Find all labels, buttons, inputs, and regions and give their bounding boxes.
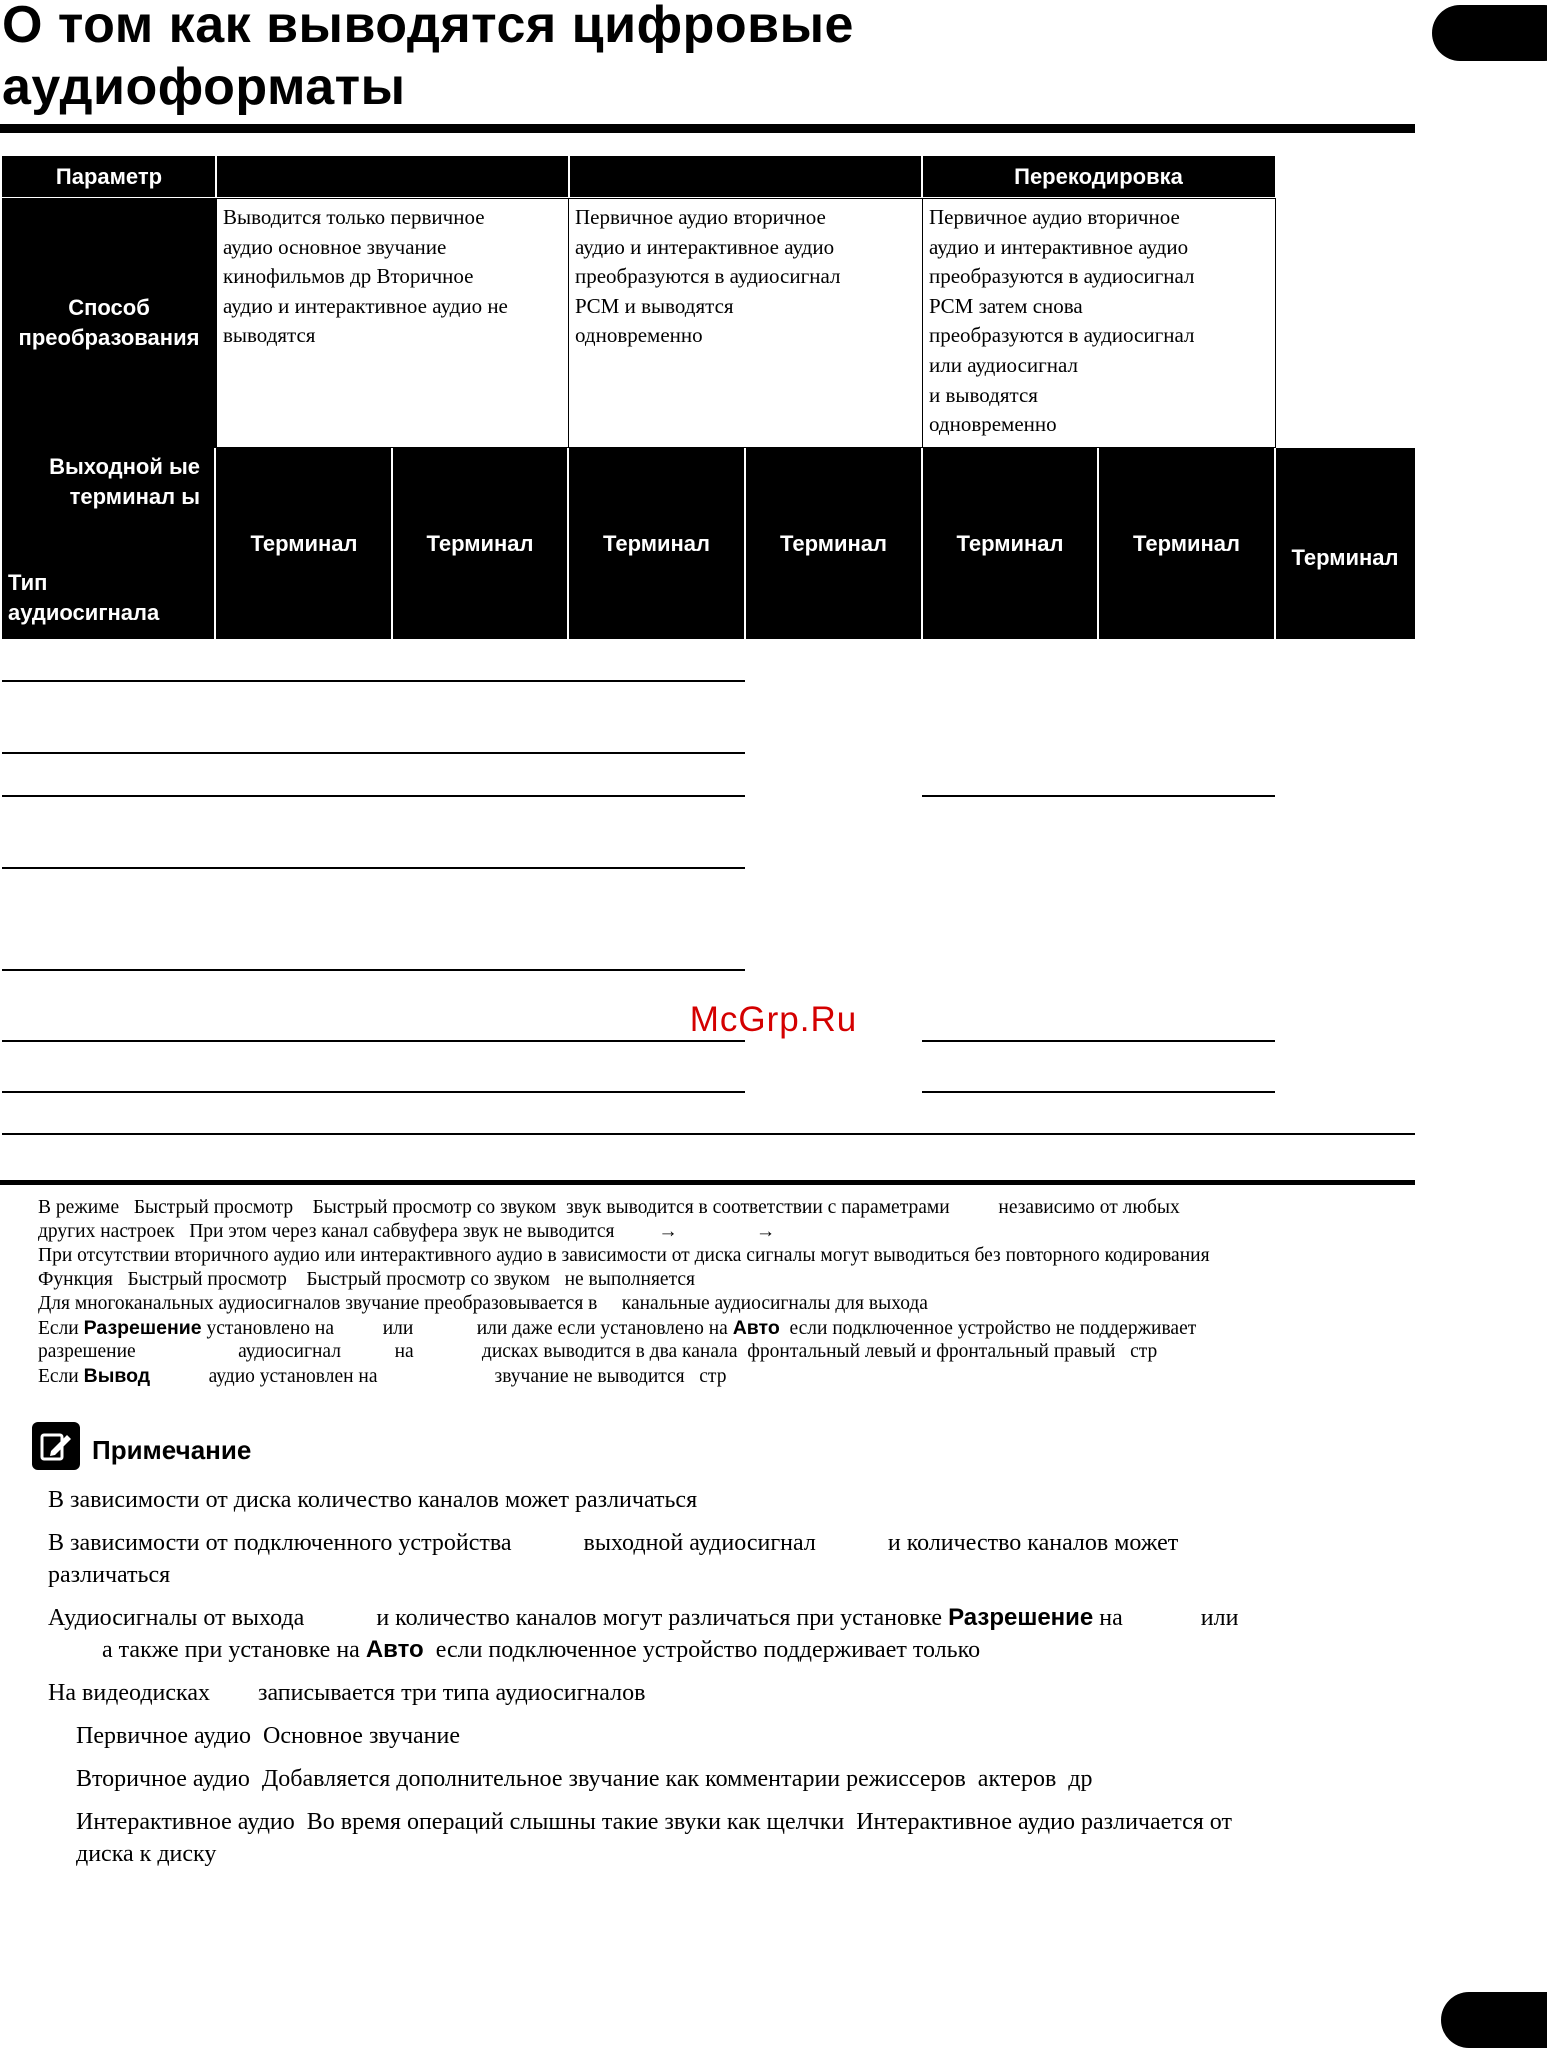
header-divider [215, 156, 217, 198]
row-line [2, 1133, 1415, 1135]
note-keyword: Авто [365, 1636, 424, 1663]
terminal-7: Терминал [1275, 448, 1415, 639]
note-item: На видеодисках записывается три типа аудиосигналов [48, 1680, 646, 1706]
terminal-divider [391, 448, 393, 639]
header-divider [568, 156, 570, 198]
note-pencil-icon [32, 1422, 80, 1470]
footnote-text: установлено на или или даже если установлено на [201, 1318, 733, 1339]
footnote-text: аудио установлен на звучание не выводится стр [150, 1366, 727, 1387]
note-subitem: Вторичное аудио Добавляется дополнительное звучание как комментарии режиссеров актеров др [76, 1766, 1093, 1792]
footnote-line [38, 1364, 726, 1390]
method-label [2, 198, 216, 448]
col-header-2 [568, 156, 922, 198]
row-line [2, 969, 745, 971]
terminal-divider [921, 448, 923, 639]
terminal-divider [744, 448, 746, 639]
footnote-keyword: Авто [732, 1317, 780, 1339]
terminal-3: Терминал [568, 448, 745, 639]
footnote-line: разрешение аудиосигнал на дисках выводится в два канала фронтальный левый и фронтальный правый стр [38, 1341, 1158, 1362]
footnote-line: Функция Быстрый просмотр Быстрый просмотр со звуком не выполняется [38, 1269, 695, 1290]
note-item: В зависимости от диска количество каналов может различаться [48, 1487, 698, 1513]
note-text: если подключенное устройство поддерживает только [423, 1637, 981, 1663]
note-text: Аудиосигналы от выхода и количество каналов могут различаться при установке [48, 1605, 949, 1631]
row-line [2, 867, 745, 869]
footnote-line: Для многоканальных аудиосигналов звучание преобразовывается в канальные аудиосигналы для выхода [38, 1293, 928, 1314]
row-line [922, 1040, 1275, 1042]
watermark: McGrp.Ru [689, 1000, 858, 1039]
footnote-line: других настроек При этом через канал сабвуфера звук не выводится → → [38, 1221, 776, 1242]
terminal-5: Терминал [922, 448, 1098, 639]
note-title: Примечание [92, 1435, 252, 1465]
note-keyword: Разрешение [948, 1604, 1094, 1631]
row-line [2, 680, 745, 682]
row-line [2, 1091, 745, 1093]
page-title-line-1: О том как выводятся цифровые [2, 0, 854, 54]
method-cell-pcm: Первичное аудио вторичное аудио и интерактивное аудио преобразуются в аудиосигнал PCM и выводятся одновременно [568, 198, 923, 448]
terminal-2: Терминал [392, 448, 568, 639]
terminal-divider [214, 448, 216, 639]
output-label-line-2: терминал ы [69, 484, 200, 509]
footnote-text: Если [38, 1366, 84, 1387]
terminal-divider [567, 448, 569, 639]
row-line [2, 1040, 745, 1042]
page-tab-bottom [1441, 1992, 1547, 2048]
footnote-text: Если [38, 1318, 84, 1339]
col-header-transcode: Перекодировка [922, 156, 1275, 198]
note-item [48, 1634, 980, 1666]
method-cell-primary-only: Выводится только первичное аудио основное звучание кинофильмов др Вторичное аудио и интерактивное аудио не выводятся [216, 198, 569, 448]
terminal-6: Терминал [1098, 448, 1275, 639]
output-label-line-1: Выходной ые [49, 454, 200, 479]
terminal-divider [1097, 448, 1099, 639]
header-divider [921, 156, 923, 198]
footnote-keyword: Разрешение [83, 1317, 202, 1339]
note-item [48, 1602, 1238, 1634]
note-item: В зависимости от подключенного устройства выходной аудиосигнал и количество каналов может [48, 1530, 1179, 1556]
footnote-keyword: Вывод [83, 1365, 151, 1387]
col-header-1 [216, 156, 568, 198]
page-title [2, 0, 1102, 118]
note-text: на или [1093, 1605, 1239, 1631]
terminal-4: Терминал [745, 448, 922, 639]
note-subitem: диска к диску [76, 1841, 217, 1867]
row-line [922, 795, 1275, 797]
note-text: а также при установке на [48, 1637, 366, 1663]
footnote-line: В режиме Быстрый просмотр Быстрый просмотр со звуком звук выводится в соответствии с параметрами независимо от любых [38, 1197, 1180, 1218]
table-bottom-rule [0, 1180, 1415, 1185]
note-item: различаться [48, 1562, 171, 1588]
footnote-text: если подключенное устройство не поддерживает [779, 1318, 1197, 1339]
terminal-divider [1274, 448, 1276, 639]
signal-label-line-1: Тип [8, 570, 48, 595]
terminal-1: Терминал [216, 448, 392, 639]
param-header: Параметр [2, 156, 216, 198]
row-line [922, 1091, 1275, 1093]
title-rule [0, 124, 1415, 133]
method-label-line-1: Способ [68, 295, 150, 320]
note-subitem: Первичное аудио Основное звучание [76, 1723, 460, 1749]
row-line [2, 752, 745, 754]
note-subitem: Интерактивное аудио Во время операций слышны такие звуки как щелчки Интерактивное аудио различается от [76, 1809, 1232, 1835]
signal-label-line-2: аудиосигнала [8, 600, 160, 625]
footnote-line [38, 1316, 1196, 1342]
row-line [2, 795, 745, 797]
page-title-line-2: аудиоформаты [2, 58, 406, 116]
footnote-line: При отсутствии вторичного аудио или интерактивного аудио в зависимости от диска сигналы могут выводиться без повторного кодирования [38, 1245, 1210, 1266]
page-tab-top [1432, 5, 1547, 61]
output-signal-label [2, 448, 214, 639]
method-label-line-2: преобразования [18, 325, 200, 350]
method-cell-transcode: Первичное аудио вторичное аудио и интерактивное аудио преобразуются в аудиосигнал PCM затем снова преобразуются в аудиосигнал или аудиосигнал и выводятся одновременно [922, 198, 1276, 448]
